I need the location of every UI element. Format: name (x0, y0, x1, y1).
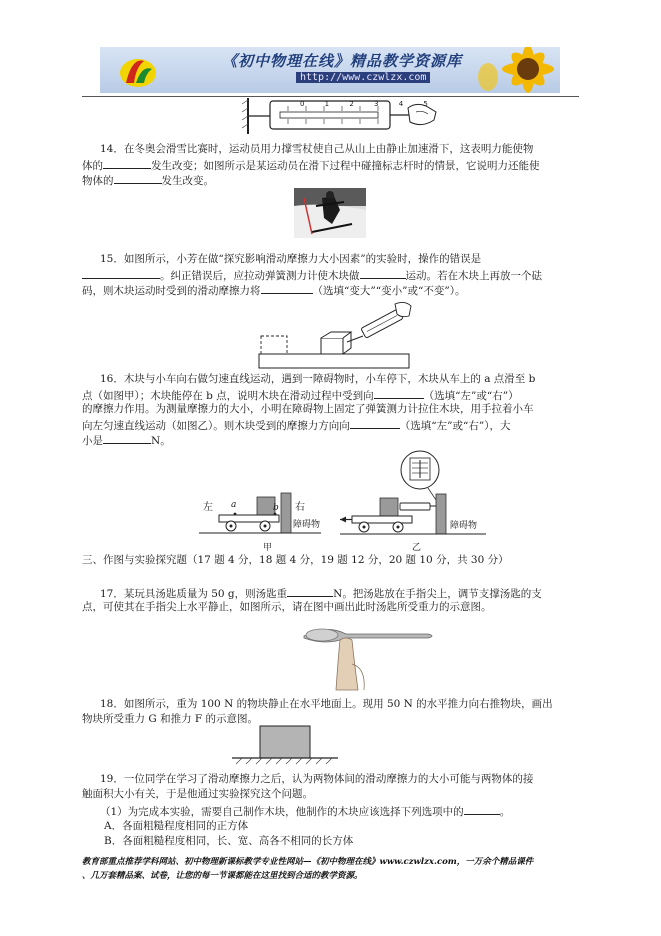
figure-jia (195, 490, 325, 553)
q16-line5 (82, 432, 171, 449)
spring-scale-figure (240, 98, 440, 134)
q19-line1: 19．一位同学在学习了滑动摩擦力之后，认为两物体间的滑动摩擦力的大小可能与两物体的接 (100, 773, 534, 785)
q16-line3: 的摩擦力作用。为测量摩擦力的大小，小明在障碍物上固定了弹簧测力计拉住木块，用手拉着小车 (82, 403, 534, 415)
q15-blank-1[interactable] (82, 267, 160, 279)
q18-line2: 物块所受重力 G 和推力 F 的示意图。 (82, 713, 259, 725)
q15-line3 (82, 282, 465, 299)
footer-line-2: 、几万套精品案、试卷，让您的每一节课都能在这里找到合适的教学资源。 (82, 871, 363, 881)
q14-line3 (82, 172, 214, 189)
point-b-label: b (273, 503, 279, 513)
q16-blank-1[interactable] (374, 387, 424, 399)
caption-yi: 乙 (412, 543, 422, 553)
q16-line5-start: 小是 (82, 435, 103, 447)
q15-line2-start: 。纠正错误后，应拉动弹簧测力计使木块做 (160, 270, 360, 282)
q18-line1: 18．如图所示，重为 100 N 的物块静止在水平地面上。现用 50 N 的水平推力向右推物块，画出 (100, 698, 553, 710)
q15-blank-3[interactable] (261, 282, 313, 294)
q15-line2-end: 运动。若在木块上再放一个砝 (405, 270, 542, 282)
q14-line3-end: 发生改变。 (161, 175, 214, 187)
page-footer (82, 855, 582, 883)
point-a-label: a (231, 500, 237, 510)
obstacle-label-jia: 障碍物 (293, 520, 321, 530)
header-divider (82, 96, 579, 97)
caption-jia: 甲 (263, 543, 273, 553)
q14-blank-1[interactable] (103, 157, 151, 169)
fig-jia-right-label: 右 (295, 502, 305, 513)
q15-line1: 15．如图所示，小芳在做“探究影响滑动摩擦力大小因素”的实验时，操作的错误是 (100, 253, 482, 265)
q19-option-a: A．各面粗糙程度相同的正方体 (104, 820, 249, 832)
q19-line3 (100, 803, 510, 820)
site-logo-icon (118, 53, 158, 89)
friction-experiment-figure (255, 300, 415, 372)
q16-blank-3[interactable] (103, 432, 151, 444)
q16-line2-start: 点（如图甲）；木块能停在 b 点，说明木块在滑动过程中受到向 (82, 390, 374, 402)
q15-blank-2[interactable] (360, 267, 406, 279)
block-on-ground-figure (232, 724, 338, 766)
q14-line1: 14．在冬奥会滑雪比赛时，运动员用力撑雪杖使自己从山上由静止加速滑下，这表明力能使物 (100, 143, 534, 155)
q15-line3-end: （选填“变大”“变小”或“不变”）。 (312, 285, 466, 297)
q16-line1: 16．木块与小车向右做匀速直线运动，遇到一障碍物时，小车停下，木块从车上的 a 点滑至 b (100, 373, 536, 385)
q17-blank-1[interactable] (287, 585, 333, 597)
q14-blank-2[interactable] (114, 172, 162, 184)
q19-line3-start: （1）为完成本实验，需要自己制作木块，他制作的木块应该选择下列选项中的 (100, 806, 464, 818)
sunflower-icon (476, 47, 556, 93)
q19-line2: 触面积大小有关，于是他通过实验探究这个问题。 (82, 788, 313, 800)
obstacle-label-yi: 障碍物 (450, 521, 478, 531)
q16-line4-end: （选填“左”或“右”），大 (399, 420, 511, 432)
q15-line3-start: 码，则木块运动时受到的滑动摩擦力将 (82, 285, 261, 297)
footer-line-1: 教育部重点推荐学科网站、初中物理新课标教学专业性网站—《初中物理在线》www.czwlzx.com，一万余个精品课件 (82, 857, 534, 867)
q19-option-b: B．各面粗糙程度相同，长、宽、高各不相同的长方体 (104, 835, 354, 847)
q19-blank-1[interactable] (464, 803, 500, 815)
q16-line2-end: （选填“左”或“右”） (423, 390, 519, 402)
scale-numbers: 0 1 2 3 4 5 (300, 100, 437, 108)
q16-line5-end: N。 (151, 435, 171, 447)
q17-line2: 点，可使其在手指尖上水平静止，如图所示，请在图中画出此时汤匙所受重力的示意图。 (82, 601, 492, 613)
q14-line2-start: 体的 (82, 160, 103, 172)
banner-title: 《初中物理在线》精品教学资源库 (222, 52, 463, 70)
q14-line3-start: 物体的 (82, 175, 114, 187)
q14-line2-end: 发生改变；如图所示是某运动员在滑下过程中碰撞标志杆时的情景，它说明力还能使 (151, 160, 540, 172)
q17-line1-start: 17．某玩具汤匙质量为 50 g，则汤匙重 (100, 588, 288, 600)
q19-line3-end: 。 (499, 806, 511, 818)
section-3-title: 三、作图与实验探究题（17 题 4 分，18 题 4 分，19 题 12 分，20 题 10 分，共 30 分） (82, 554, 509, 566)
header-banner (100, 47, 560, 93)
q16-blank-2[interactable] (350, 417, 400, 429)
q17-line1-end: N。把汤匙放在手指尖上，调节支撑汤匙的支 (333, 588, 542, 600)
skier-photo (294, 188, 366, 238)
figure-yi (340, 448, 490, 553)
spoon-finger-figure (296, 620, 440, 692)
banner-url: http://www.czwlzx.com (296, 72, 430, 83)
fig-jia-left-label: 左 (203, 502, 213, 513)
q16-line4-start: 向左匀速直线运动（如图乙）。则木块受到的摩擦力方向向 (82, 420, 350, 432)
